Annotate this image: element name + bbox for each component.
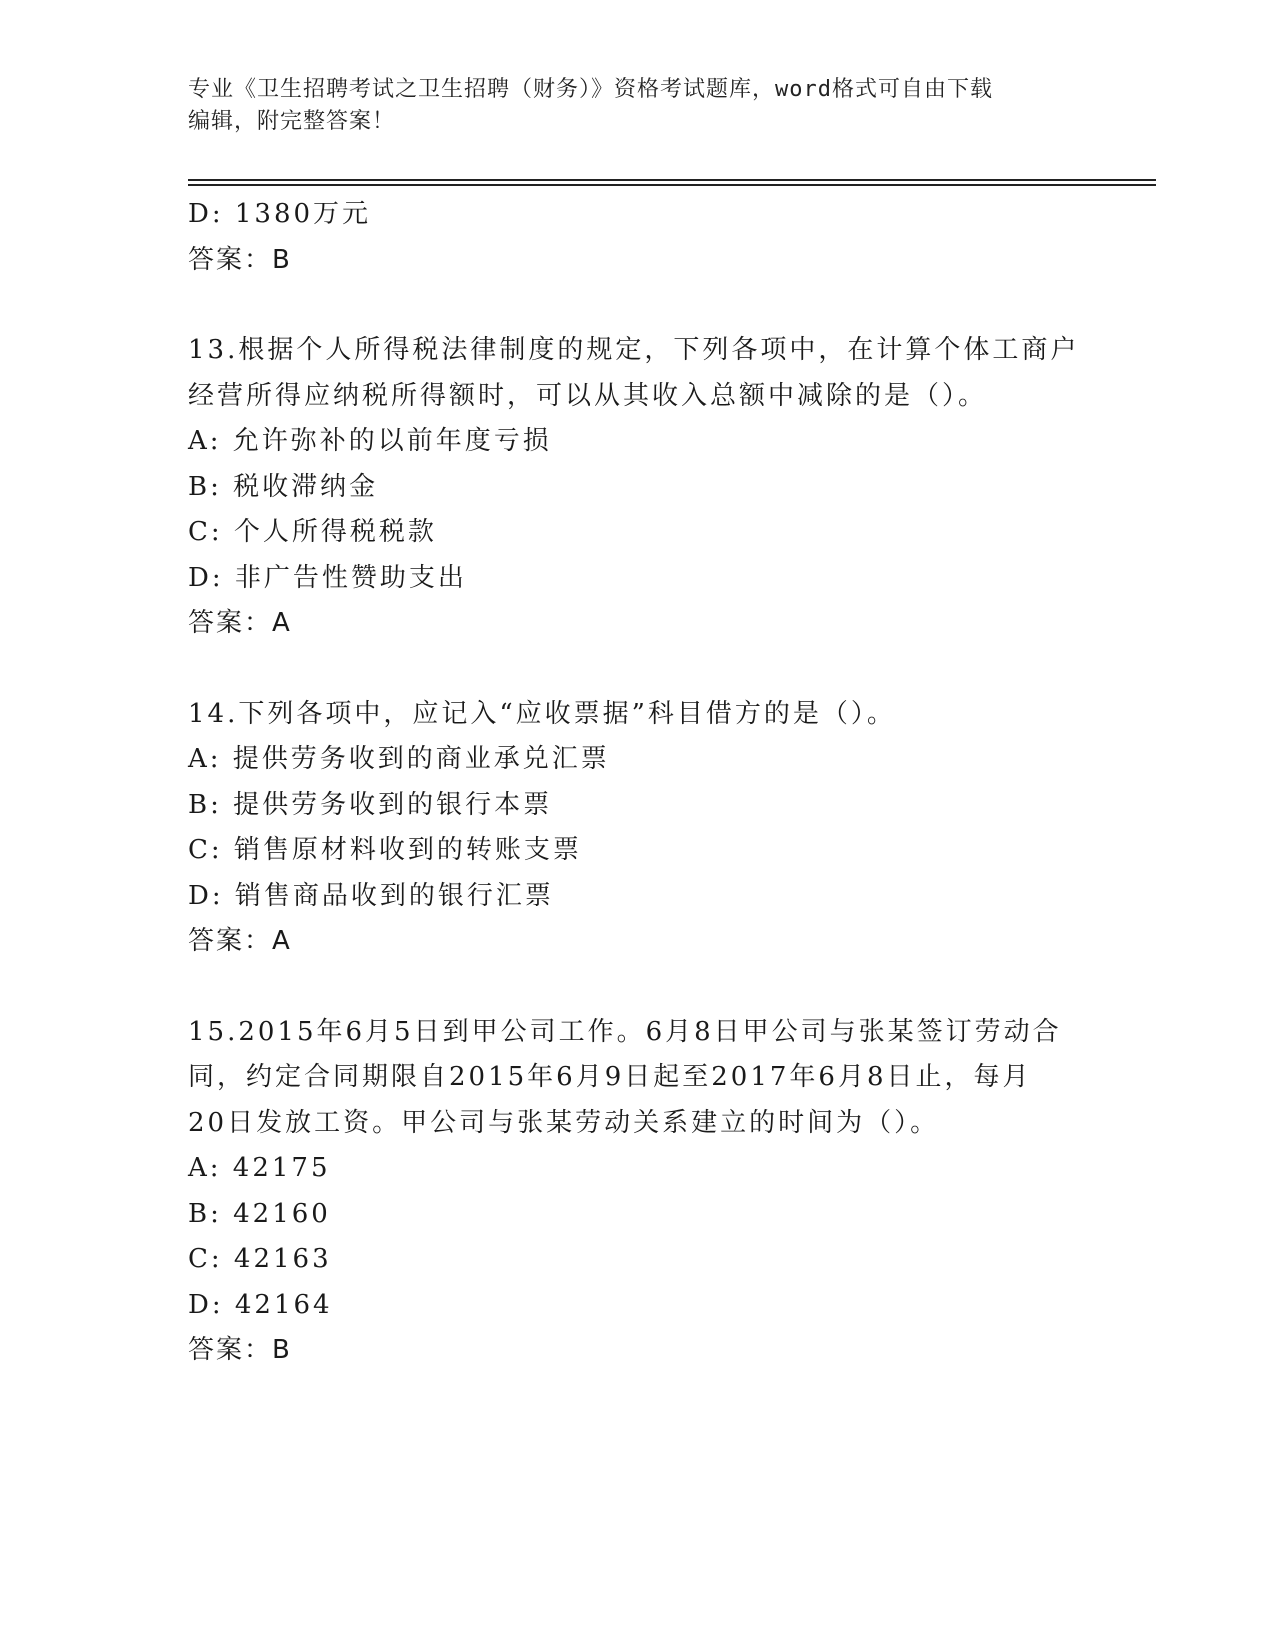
question-15 — [188, 1010, 1088, 1374]
header-line-1: 专业《卫生招聘考试之卫生招聘（财务）》资格考试题库，word格式可自由下载 — [188, 77, 993, 102]
question-stem: 13.根据个人所得税法律制度的规定，下列各项中，在计算个体工商户 — [188, 335, 1080, 365]
answer-line: 答案：B — [188, 244, 292, 275]
question-13 — [188, 328, 1088, 647]
option-d: D: 销售商品收到的银行汇票 — [188, 880, 554, 911]
spacer — [188, 965, 1088, 1010]
option-d: D: 非广告性赞助支出 — [188, 562, 467, 593]
question-stem: 15.2015年6月5日到甲公司工作。6月8日甲公司与张某签订劳动合 — [188, 1016, 1062, 1047]
option-a: A: 允许弥补的以前年度亏损 — [188, 426, 552, 456]
option-a: A: 提供劳务收到的商业承兑汇票 — [188, 744, 610, 774]
header-divider-top — [188, 179, 1156, 181]
question-stem: 20日发放工资。甲公司与张某劳动关系建立的时间为（）。 — [188, 1107, 940, 1138]
option-d: D: 42164 — [188, 1289, 333, 1320]
option-b: B: 税收滞纳金 — [188, 471, 379, 502]
answer-line: 答案：A — [188, 926, 292, 956]
header-divider-bottom — [188, 184, 1156, 186]
answer-line: 答案：B — [188, 1335, 292, 1365]
option-b: B: 提供劳务收到的银行本票 — [188, 789, 553, 820]
option-a: A: 42175 — [188, 1153, 331, 1183]
option-c: C: 42163 — [188, 1244, 332, 1274]
option-c: C: 个人所得税税款 — [188, 517, 437, 547]
answer-line: 答案：A — [188, 608, 292, 638]
question-stem: 同，约定合同期限自2015年6月9日起至2017年6月8日止，每月 — [188, 1062, 1032, 1092]
spacer — [188, 283, 1088, 328]
question-14 — [188, 692, 1088, 965]
question-stem: 14.下列各项中，应记入“应收票据”科目借方的是（）。 — [188, 698, 896, 729]
option-c: C: 销售原材料收到的转账支票 — [188, 835, 582, 865]
spacer — [188, 647, 1088, 692]
previous-question-tail — [188, 192, 1088, 283]
header-line-2: 编辑，附完整答案！ — [188, 109, 396, 134]
question-list — [188, 192, 1088, 1374]
document-header — [188, 74, 1078, 138]
question-stem: 经营所得应纳税所得额时，可以从其收入总额中减除的是（）。 — [188, 380, 988, 411]
option-d: D: 1380万元 — [188, 199, 372, 229]
option-b: B: 42160 — [188, 1198, 331, 1229]
